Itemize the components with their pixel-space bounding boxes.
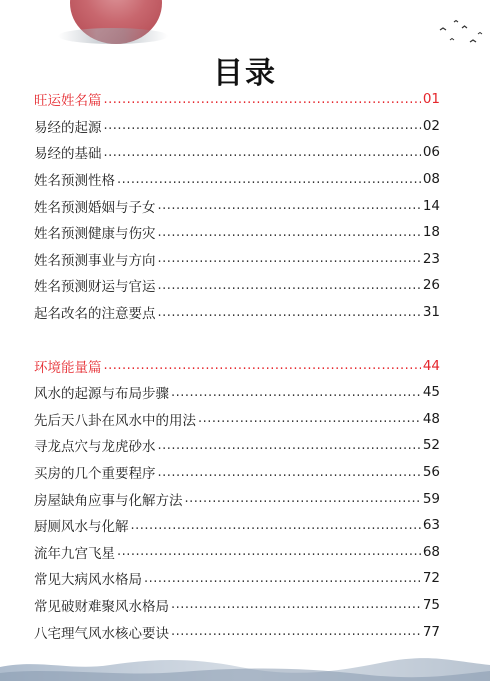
toc-entry-label: 姓名预测财运与官运 bbox=[34, 279, 156, 296]
toc-entry-label: 流年九宫飞星 bbox=[34, 545, 115, 562]
toc-page-number: 59 bbox=[422, 490, 440, 507]
flying-birds-icon bbox=[436, 18, 486, 52]
toc-entry[interactable] bbox=[34, 379, 440, 406]
toc-page-number: 23 bbox=[422, 250, 440, 267]
toc-leader-dots bbox=[158, 465, 421, 480]
toc-entry-label: 八宅理气风水核心要诀 bbox=[34, 625, 169, 642]
toc-page-number: 14 bbox=[422, 197, 440, 214]
page-title: 目录 bbox=[213, 56, 277, 91]
toc-section-heading[interactable] bbox=[34, 86, 440, 113]
section-spacer bbox=[34, 325, 440, 352]
toc-entry-label: 寻龙点穴与龙虎砂水 bbox=[34, 439, 156, 456]
toc-entry[interactable] bbox=[34, 485, 440, 512]
toc-entry[interactable] bbox=[34, 565, 440, 592]
toc-entry[interactable] bbox=[34, 246, 440, 273]
toc-entry[interactable] bbox=[34, 272, 440, 299]
toc-entry[interactable] bbox=[34, 592, 440, 619]
toc-leader-dots bbox=[171, 385, 421, 400]
toc-entry-label: 常见破财难聚风水格局 bbox=[34, 598, 169, 615]
toc-page-number: 48 bbox=[422, 410, 440, 427]
toc-entry-label: 姓名预测健康与伤灾 bbox=[34, 226, 156, 243]
toc-entry-label: 姓名预测婚姻与子女 bbox=[34, 199, 156, 216]
toc-leader-dots bbox=[117, 172, 421, 187]
toc-page-number: 18 bbox=[422, 224, 440, 241]
toc-entry[interactable] bbox=[34, 219, 440, 246]
toc-leader-dots bbox=[158, 278, 421, 293]
toc-entry-label: 易经的起源 bbox=[34, 119, 102, 136]
toc-page-number: 63 bbox=[422, 517, 440, 534]
toc-page-number: 75 bbox=[422, 596, 440, 613]
toc-entry[interactable] bbox=[34, 139, 440, 166]
table-of-contents bbox=[34, 86, 440, 645]
toc-entry[interactable] bbox=[34, 166, 440, 193]
toc-leader-dots bbox=[185, 491, 421, 506]
toc-entry-label: 易经的基础 bbox=[34, 146, 102, 163]
toc-page-number: 68 bbox=[422, 543, 440, 560]
toc-leader-dots bbox=[104, 145, 421, 160]
ink-wash-mountains-decoration bbox=[0, 653, 490, 681]
toc-entry-label: 风水的起源与布局步骤 bbox=[34, 386, 169, 403]
toc-leader-dots bbox=[104, 358, 421, 373]
toc-leader-dots bbox=[104, 118, 421, 133]
toc-leader-dots bbox=[158, 438, 421, 453]
toc-entry-label: 厨厕风水与化解 bbox=[34, 519, 129, 536]
toc-page-number: 08 bbox=[422, 171, 440, 188]
toc-entry-label: 房屋缺角应事与化解方法 bbox=[34, 492, 183, 509]
toc-leader-dots bbox=[131, 518, 421, 533]
toc-page-number: 52 bbox=[422, 437, 440, 454]
toc-entry-label: 常见大病风水格局 bbox=[34, 572, 142, 589]
toc-leader-dots bbox=[171, 624, 421, 639]
toc-entry[interactable] bbox=[34, 459, 440, 486]
toc-leader-dots bbox=[158, 305, 421, 320]
toc-page-number: 45 bbox=[422, 384, 440, 401]
toc-page-number: 31 bbox=[422, 304, 440, 321]
toc-entry[interactable] bbox=[34, 618, 440, 645]
toc-entry[interactable] bbox=[34, 512, 440, 539]
toc-leader-dots bbox=[158, 225, 421, 240]
toc-leader-dots bbox=[158, 198, 421, 213]
toc-entry[interactable] bbox=[34, 192, 440, 219]
toc-leader-dots bbox=[117, 544, 421, 559]
toc-entry[interactable] bbox=[34, 299, 440, 326]
toc-entry[interactable] bbox=[34, 113, 440, 140]
toc-entry-label: 先后天八卦在风水中的用法 bbox=[34, 412, 196, 429]
toc-entry-label: 起名改名的注意要点 bbox=[34, 306, 156, 323]
toc-leader-dots bbox=[144, 571, 421, 586]
toc-section-label: 旺运姓名篇 bbox=[34, 93, 102, 110]
toc-page-number: 72 bbox=[422, 570, 440, 587]
toc-page-number: 77 bbox=[422, 623, 440, 640]
toc-entry-label: 姓名预测事业与方向 bbox=[34, 252, 156, 269]
toc-page-number: 06 bbox=[422, 144, 440, 161]
toc-page-number: 56 bbox=[422, 464, 440, 481]
toc-entry[interactable] bbox=[34, 432, 440, 459]
toc-page-number: 26 bbox=[422, 277, 440, 294]
toc-page-number: 44 bbox=[422, 357, 440, 374]
mist-decoration bbox=[58, 28, 168, 44]
toc-section-heading[interactable] bbox=[34, 352, 440, 379]
toc-leader-dots bbox=[171, 597, 421, 612]
toc-leader-dots bbox=[198, 411, 421, 426]
toc-page-number: 02 bbox=[422, 117, 440, 134]
toc-leader-dots bbox=[104, 92, 421, 107]
toc-entry[interactable] bbox=[34, 539, 440, 566]
toc-entry-label: 买房的几个重要程序 bbox=[34, 466, 156, 483]
toc-section-label: 环境能量篇 bbox=[34, 359, 102, 376]
toc-page-number: 01 bbox=[422, 91, 440, 108]
toc-entry-label: 姓名预测性格 bbox=[34, 173, 115, 190]
toc-leader-dots bbox=[158, 251, 421, 266]
toc-entry[interactable] bbox=[34, 406, 440, 433]
